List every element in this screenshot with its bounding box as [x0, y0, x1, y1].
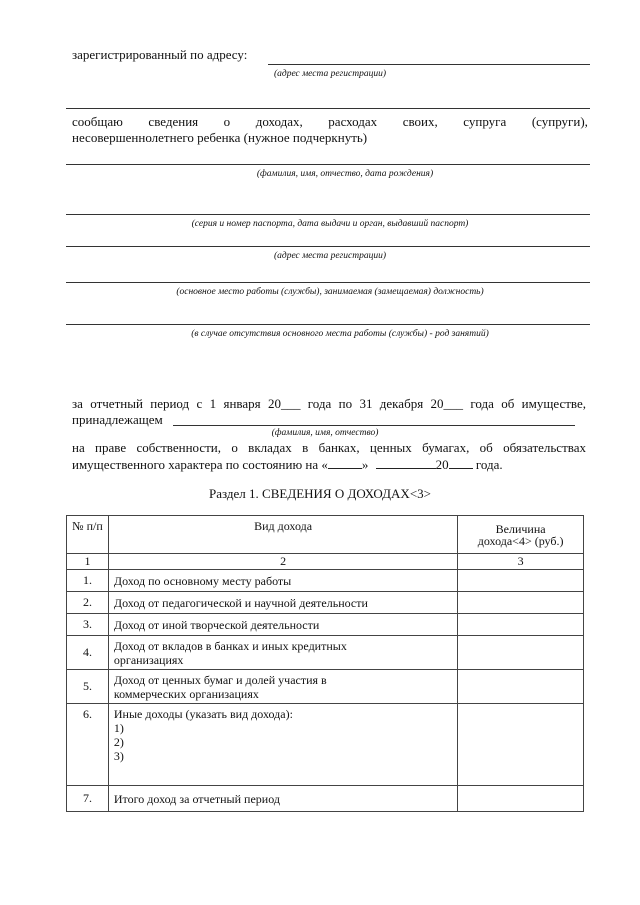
caption-passport: (серия и номер паспорта, дата выдачи и орган, выдавший паспорт): [191, 219, 469, 229]
table-header-row: [67, 516, 584, 554]
table-row: [67, 614, 584, 636]
row-amount-cell[interactable]: [458, 786, 584, 812]
income-table: [66, 515, 584, 812]
caption-registration-address-2: (адрес места регистрации): [273, 251, 387, 261]
period-year-suffix: года.: [475, 457, 503, 472]
row-number: 1.: [67, 570, 109, 592]
period-line-4: [72, 456, 503, 473]
column-index-row: [67, 554, 584, 570]
header-amount: [458, 516, 584, 554]
caption-workplace: (основное место работы (службы), занимаемая (замещаемая) должность): [176, 287, 484, 297]
column-index: 1: [67, 554, 109, 570]
other-income-item[interactable]: 2): [113, 735, 124, 749]
report-line-1: [72, 114, 588, 130]
registration-address-field-3[interactable]: [66, 246, 590, 247]
row-number: 6.: [67, 704, 109, 786]
period-date-prefix: имущественного характера по состоянию на «: [72, 457, 328, 472]
table-row: [67, 592, 584, 614]
owner-name-field[interactable]: [173, 425, 575, 426]
date-month-field[interactable]: [376, 456, 436, 469]
report-word: доходах,: [255, 114, 303, 129]
report-word: супруга: [463, 114, 507, 129]
section-title: Раздел 1. СВЕДЕНИЯ О ДОХОДАХ<3>: [209, 486, 431, 501]
table-row-other: [67, 704, 584, 786]
period-line-3: на праве собственности, о вкладах в банках, ценных бумагах, об обязательствах: [72, 440, 586, 455]
header-amount-line-2: дохода<4> (руб.): [477, 533, 564, 548]
caption-occupation: (в случае отсутствия основного места работы (службы) - род занятий): [191, 329, 489, 339]
report-line-2: несовершеннолетнего ребенка (нужное подчеркнуть): [72, 130, 368, 145]
registration-address-field[interactable]: [268, 64, 590, 65]
row-amount-cell[interactable]: [458, 570, 584, 592]
row-amount-cell[interactable]: [458, 592, 584, 614]
row-amount-cell[interactable]: [458, 704, 584, 786]
table-row: [67, 670, 584, 704]
period-year-prefix: 20: [435, 457, 449, 472]
occupation-field[interactable]: [66, 324, 590, 325]
other-income-item[interactable]: 3): [113, 749, 124, 763]
date-day-field[interactable]: [328, 456, 362, 469]
full-name-field[interactable]: [66, 164, 590, 165]
row-income-type: Итого доход за отчетный период: [108, 786, 457, 812]
period-owner-label: принадлежащем: [72, 412, 163, 427]
row-number: 2.: [67, 592, 109, 614]
caption-owner: (фамилия, имя, отчество): [271, 428, 379, 438]
header-amount-line-1: Величина: [495, 521, 546, 536]
registered-label: зарегистрированный по адресу:: [72, 47, 248, 62]
row-amount-cell[interactable]: [458, 614, 584, 636]
report-word: сведения: [148, 114, 199, 129]
date-year-field[interactable]: [449, 456, 473, 469]
row-income-type: Доход от ценных бумаг и долей участия в коммерческих организациях: [108, 670, 457, 704]
workplace-field[interactable]: [66, 282, 590, 283]
row-amount-cell[interactable]: [458, 670, 584, 704]
other-income-list: [114, 721, 457, 763]
report-word: расходах: [328, 114, 378, 129]
row-income-type: Доход по основному месту работы: [108, 570, 457, 592]
row-income-type: Доход от иной творческой деятельности: [108, 614, 457, 636]
row-number: 7.: [67, 786, 109, 812]
report-word: своих,: [402, 114, 438, 129]
report-word: о: [223, 114, 231, 129]
table-row: [67, 636, 584, 670]
other-income-item[interactable]: 1): [113, 721, 124, 735]
table-row-total: [67, 786, 584, 812]
row-number: 4.: [67, 636, 109, 670]
caption-registration-address: (адрес места регистрации): [273, 69, 387, 79]
table-row: [67, 570, 584, 592]
report-word: сообщаю: [72, 114, 123, 129]
header-type: Вид дохода: [108, 516, 457, 554]
row-other-income: [108, 704, 457, 786]
row-income-type: Иные доходы (указать вид дохода):: [113, 707, 293, 721]
row-income-type: Доход от вкладов в банках и иных кредитных организациях: [108, 636, 457, 670]
header-num: № п/п: [67, 516, 109, 554]
row-number: 5.: [67, 670, 109, 704]
column-index: 2: [108, 554, 457, 570]
row-income-type: Доход от педагогической и научной деятельности: [108, 592, 457, 614]
caption-full-name-dob: (фамилия, имя, отчество, дата рождения): [256, 169, 434, 179]
row-number: 3.: [67, 614, 109, 636]
report-word: (супруги),: [531, 114, 588, 129]
period-line-1: за отчетный период с 1 января 20___ года по 31 декабря 20___ года об имуществе,: [72, 396, 586, 411]
period-quote: »: [361, 457, 369, 472]
passport-field[interactable]: [66, 214, 590, 215]
row-amount-cell[interactable]: [458, 636, 584, 670]
column-index: 3: [458, 554, 584, 570]
registration-address-field-2[interactable]: [66, 108, 590, 109]
